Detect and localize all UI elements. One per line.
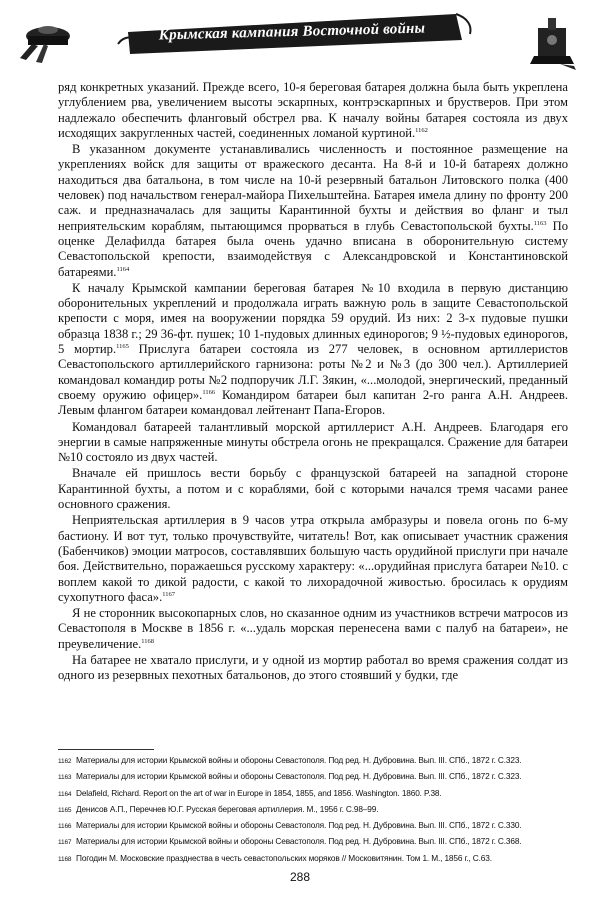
paragraph: Вначале ей пришлось вести борьбу с французской батареей на западной стороне Карантинной бухты, а потом и с кораблями, бой с которыми начался тремя часами ранее основного сражения. <box>58 466 568 512</box>
footnote-ref[interactable]: 1166 <box>202 388 216 396</box>
footnote-item <box>58 802 568 818</box>
paragraph: К началу Крымской кампании береговая батарея №10 входила в первую дистанцию оборонительных укреплений и продолжала играть важную роль в защите Севастопольской крепости с моря, имея на вооружении порядка 59 орудий. Из них: 2 3-х пудовые пушки образца 1838 г.; 29 36-фт. пушек; 10 1-пудовых длинных единорогов; 9 ½-пудовых единорогов, 5 мортир.$^{1165}$ Прислуга батареи состояла из 277 человек, в основном артиллеристов Севастопольского артиллерийского гарнизона: роты №2 и №3 (до 300 чел.). Артиллерией командовал командир роты №2 подпоручик Л.Г. Зякин, «...молодой, энергический, преданный своему оружию офицер».$^{1166}$ Командиром батареи был капитан 2-го ранга А.Н. Андреев. Левым флангом батареи командовал лейтенант Папа-Егоров. <box>58 280 569 418</box>
footnote-text: Материалы для истории Крымской войны и обороны Севастополя. Под ред. Н. Дубровина. Вып. III. СПб., 1872 г. С.368. <box>76 836 522 847</box>
footnote-number: 1168 <box>58 855 72 863</box>
footnote-divider <box>58 749 154 750</box>
footnote-text: Delafield, Richard. Report on the art of war in Europe in 1854, 1855, and 1856. Washington. 1860. P.38. <box>76 787 442 798</box>
footnote-number: 1167 <box>58 839 72 847</box>
footnote-text: Материалы для истории Крымской войны и обороны Севастополя. Под ред. Н. Дубровина. Вып. III. СПб., 1872 г. С.330. <box>76 820 522 831</box>
footnote-number: 1165 <box>58 806 72 814</box>
footnote-item <box>58 769 568 785</box>
footnote-number: 1163 <box>58 774 72 782</box>
footnote-ref[interactable]: 1165 <box>116 343 129 351</box>
sailor-hat-icon <box>14 14 84 66</box>
footnote-item <box>58 851 568 867</box>
footnote-text: Погодин М. Московские празднества в честь севастопольских моряков // Московитянин. Том 1. М., 1856 г., С.63. <box>76 852 492 863</box>
paragraph: ряд конкретных указаний. Прежде всего, 10-я береговая батарея должна была быть укреплена углублением рва, увеличением высоты эскарпных, контрэскарпных и брустверов. При этом надлежало обеспечить фланговый обстрел рва. К началу войны батарея состояла из двух исходящих закругленных частей, соединенных ломаной куртиной.$^{1162}$ <box>58 80 568 140</box>
footnote-item <box>58 818 568 834</box>
running-header <box>58 10 526 56</box>
footnote-text: Материалы для истории Крымской войны и обороны Севастополя. Под ред. Н. Дубровина. Вып. III. СПб., 1872 г. С.323. <box>76 755 522 765</box>
footnote-item <box>58 786 568 802</box>
paragraph: Командовал батареей талантливый морской артиллерист А.Н. Андреев. Благодаря его энергии в самые напряженные минуты обстрела огонь не прекращался. Сражение для батареи №10 состояло из двух частей. <box>58 419 568 465</box>
footnote-item <box>58 753 568 769</box>
footnote-number: 1164 <box>58 790 72 798</box>
footnote-text: Материалы для истории Крымской войны и обороны Севастополя. Под ред. Н. Дубровина. Вып. III. СПб., 1872 г. С.323. <box>76 771 522 782</box>
shako-hat-icon <box>520 14 586 72</box>
header-title: Крымская кампания Восточной войны <box>158 20 426 44</box>
paragraph: Неприятельская артиллерия в 9 часов утра открыла амбразуры и повела огонь по 6-му бастиону. И вот тут, только прочувствуйте, читатель! Вот, как описывает участник сражения (Бабенчиков) эмоции матросов, составлявших большую часть орудийной прислуги при начале боя. Действительно, поражаешься русскому характеру: «...орудийная прислуга батареи №10. с воплем какой то дикой радости, с какой то лихорадочной живостью. бросилась к орудиям сухопутного фаса».$^{1167}$ <box>58 513 568 604</box>
footnotes <box>58 753 568 867</box>
footnote-item <box>58 834 568 850</box>
footnote-ref[interactable]: 1167 <box>162 590 176 598</box>
paragraph: Я не сторонник высокопарных слов, но сказанное одним из участников встречи матросов из Севастополя в Москве в 1856 г. «...удаль морская перенесена вами с палуб на батареи», не преувеличение.$^{1168}$ <box>58 606 568 651</box>
footnote-ref[interactable]: 1168 <box>141 637 155 645</box>
page-number: 288 <box>289 870 311 884</box>
paragraph: На батарее не хватало прислуги, и у одной из мортир работал во время сражения солдат из одного из резервных пехотных батальонов, до этого стоявший у будки, где <box>58 652 568 683</box>
footnote-text: Денисов А.П., Перечнев Ю.Г. Русская береговая артиллерия. М., 1956 г. С.98–99. <box>76 803 379 814</box>
footnote-number: 1166 <box>58 823 72 831</box>
footnote-ref[interactable]: 1162 <box>415 126 428 134</box>
footnote-ref[interactable]: 1163 <box>533 219 547 227</box>
footnote-number: 1162 <box>58 758 72 765</box>
footnote-ref[interactable]: 1164 <box>116 265 130 273</box>
main-text <box>58 80 568 685</box>
paragraph: В указанном документе устанавливались численность и постоянное размещение на укреплениях войск для защиты от вражеского десанта. На 8-й и 10-й батареях должно находиться два батальона, в том числе на 10-й резервный батальон Литовского полка (400 человек) под начальством генерал-майора Пихельштейна. Батарея имела длину по фронту 200 саж. и предназначалась для защиты Карантинной бухты и действия во фланг и тыл неприятельским кораблям, пытающимся прорваться в глубь Севастопольской бухты.$^{1163}$ По оценке Делафилда батарея была очень удачно вписана в оборонительную систему Севастопольской крепости, взаимодействуя с Александровской и Константиновской батареями.$^{1164}$ <box>58 142 568 279</box>
